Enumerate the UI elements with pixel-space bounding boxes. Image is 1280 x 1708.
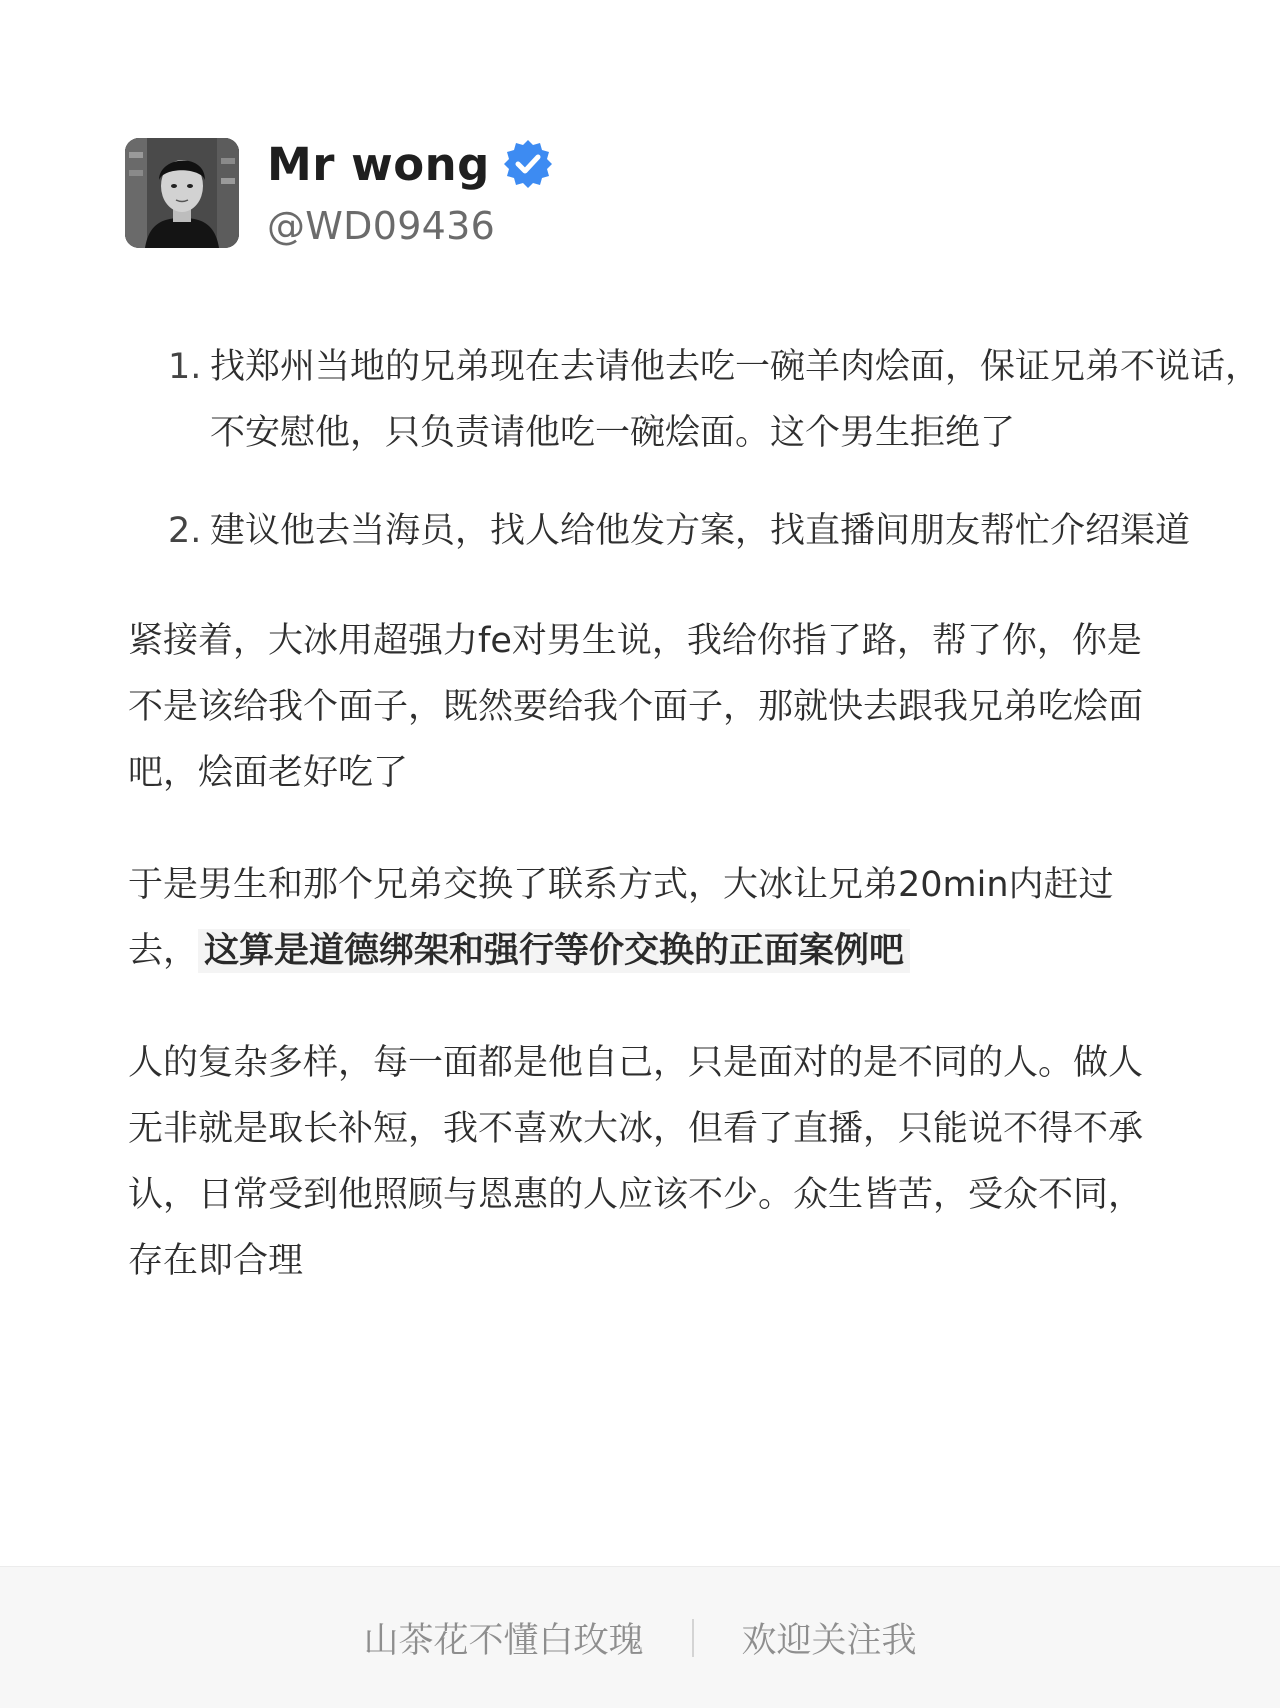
- profile-text: [267, 138, 554, 248]
- profile-header: [125, 138, 554, 248]
- verified-badge-icon: [502, 138, 554, 190]
- highlighted-text: 这算是道德绑架和强行等价交换的正面案例吧: [198, 929, 910, 973]
- paragraph-1: 紧接着，大冰用超强力fe对男生说，我给你指了路，帮了你，你是不是该给我个面子，既然要给我个面子，那就快去跟我兄弟吃烩面吧，烩面老好吃了: [128, 621, 1144, 793]
- paragraph-2-text: 于是男生和那个兄弟交换了联系方式，大冰让兄弟20min内赶过去，: [128, 865, 1114, 971]
- footer-divider: [692, 1619, 694, 1657]
- footer-bar: [0, 1566, 1280, 1708]
- avatar[interactable]: [125, 138, 239, 248]
- paragraph-2: [128, 852, 1163, 984]
- list-item-text: 建议他去当海员，找人给他发方案，找直播间朋友帮忙介绍渠道: [210, 511, 1191, 551]
- list-number: 2.: [168, 511, 202, 551]
- paragraph-3: 人的复杂多样，每一面都是他自己，只是面对的是不同的人。做人无非就是取长补短，我不喜欢大冰，但看了直播，只能说不得不承认，日常受到他照顾与恩惠的人应该不少。众生皆苦，受众不同，存在即合理: [128, 1043, 1144, 1281]
- footer-content: [0, 1567, 1280, 1708]
- list-item: [128, 334, 1260, 466]
- list-item: [128, 498, 1260, 564]
- numbered-list: [128, 334, 1261, 564]
- footer-follow-text[interactable]: 欢迎关注我: [741, 1620, 917, 1661]
- footer-account-name[interactable]: 山茶花不懂白玫瑰: [363, 1620, 644, 1661]
- user-handle[interactable]: @WD09436: [267, 204, 496, 248]
- post-content: [128, 334, 1261, 1340]
- list-item-text: 找郑州当地的兄弟现在去请他去吃一碗羊肉烩面，保证兄弟不说话，不安慰他，只负责请他吃一碗烩面。这个男生拒绝了: [210, 347, 1261, 453]
- list-number: 1.: [168, 347, 202, 387]
- name-row: [267, 138, 554, 190]
- display-name[interactable]: Mr wong: [267, 137, 490, 191]
